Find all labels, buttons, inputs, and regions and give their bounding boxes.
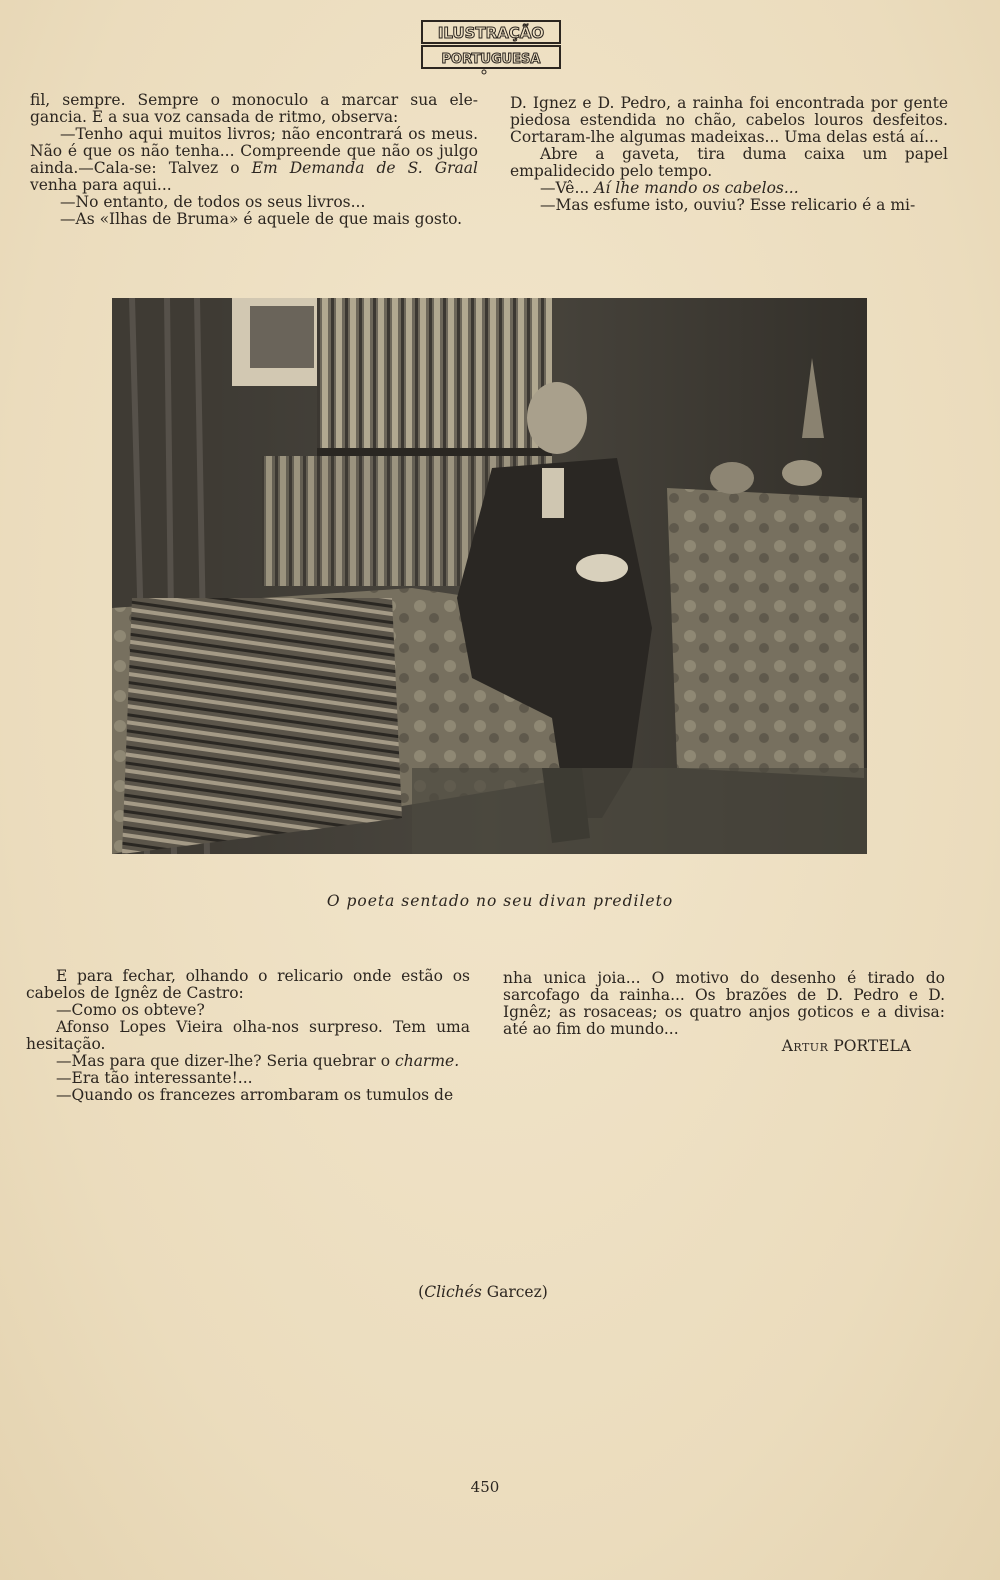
paragraph: nha unica joia... O motivo do desenho é tirado do sarcofago da rainha... Os brazões de D. Pedro e D. Ignêz; as rosaceas; os quatro anjos goticos e a divisa: até ao fim do mundo...	[503, 969, 945, 1038]
bottom-left-column	[26, 968, 470, 1104]
masthead-logo	[420, 18, 566, 76]
paragraph: —Era tão interessante!...	[56, 1069, 253, 1087]
top-right-column	[510, 95, 948, 214]
paragraph: —As «Ilhas de Bruma» é aquele de que mais gosto.	[60, 210, 463, 228]
paragraph: E para fechar, olhando o relicario onde estão os cabelos de Ignêz de Castro:	[26, 967, 470, 1002]
page-number: 450	[470, 1478, 500, 1496]
paragraph: —No entanto, de todos os seus livros...	[60, 193, 366, 211]
paragraph: —Mas esfume isto, ouviu? Esse relicario é a mi-	[540, 196, 916, 214]
paragraph: —Tenho aqui muitos livros; não encontrará os meus. Não é que os não tenha... Compreende que não os julgo ainda.—Cala-se: Talvez o Em Demanda de S. Graal venha para aqui...	[30, 125, 478, 194]
paragraph: Afonso Lopes Vieira olha-nos surpreso. Tem uma hesitação.	[26, 1018, 470, 1053]
svg-text:ILUSTRAÇÃO: ILUSTRAÇÃO	[437, 24, 545, 42]
paragraph: —Vê... Aí lhe mando os cabelos...	[540, 179, 799, 197]
poet-photograph	[112, 298, 867, 854]
photo-credits: (Clichés Garcez)	[418, 1283, 548, 1301]
paragraph: D. Ignez e D. Pedro, a rainha foi encontrada por gente piedosa estendida no chão, cabelos louros desfeitos. Cortaram-lhe algumas madeixas... Uma delas está aí...	[510, 94, 948, 146]
paragraph: Abre a gaveta, tira duma caixa um papel empalidecido pelo tempo.	[510, 145, 948, 180]
bottom-right-column	[503, 970, 945, 1055]
photo-caption: O poeta sentado no seu divan predileto	[326, 892, 674, 910]
paragraph: fil, sempre. Sempre o monoculo a marcar sua ele-gancia. E a sua voz cansada de ritmo, observa:	[30, 91, 478, 126]
author-signature: Artur PORTELA	[781, 1037, 911, 1055]
paragraph: —Quando os francezes arrombaram os tumulos de	[56, 1086, 454, 1104]
paragraph: —Mas para que dizer-lhe? Seria quebrar o charme.	[56, 1052, 460, 1070]
top-left-column	[30, 92, 478, 228]
svg-text:PORTUGUESA: PORTUGUESA	[441, 52, 541, 67]
paragraph: —Como os obteve?	[56, 1001, 205, 1019]
